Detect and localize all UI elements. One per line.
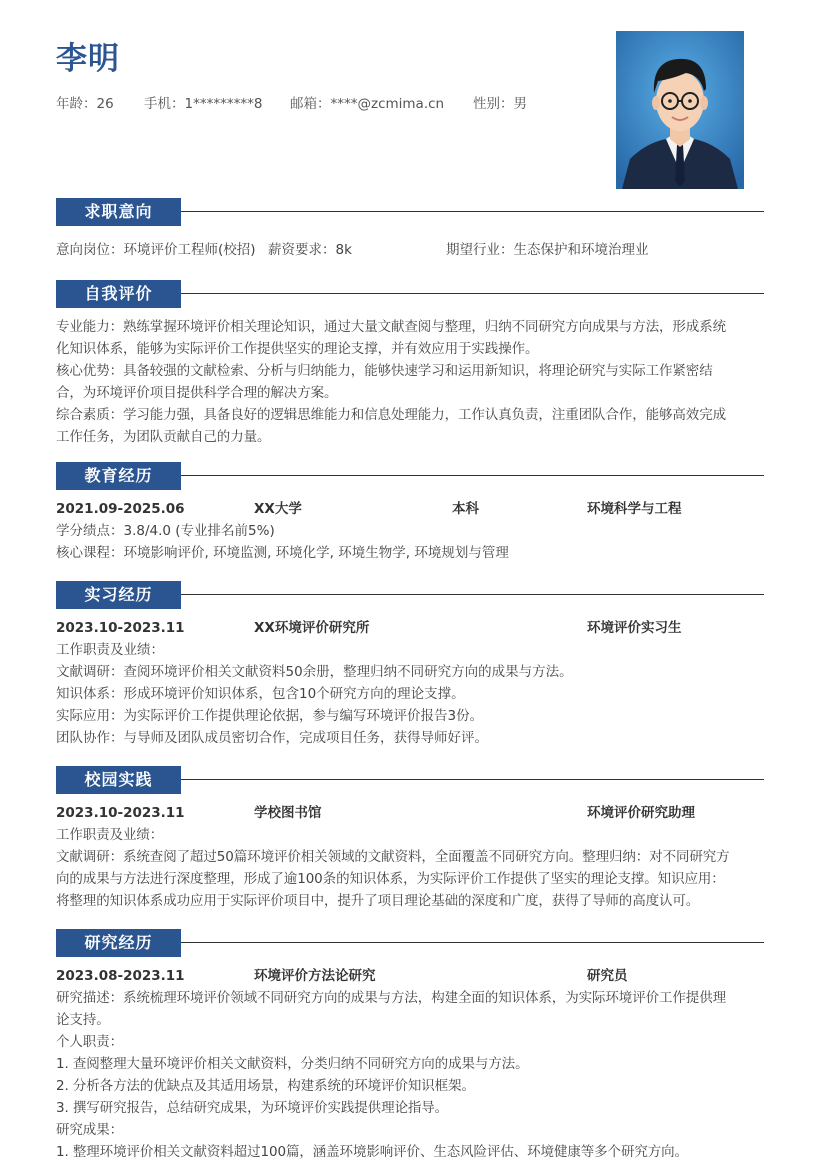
section-internship <box>56 581 764 749</box>
section-divider <box>181 211 764 212</box>
edu-period: 2021.09-2025.06 <box>56 501 185 517</box>
text-line: 实际应用：为实际评价工作提供理论依据，参与编写环境评价报告3份。 <box>56 708 484 724</box>
research-period: 2023.08-2023.11 <box>56 968 185 984</box>
research-project: 环境评价方法论研究 <box>254 968 376 984</box>
intent-position: 意向岗位：环境评价工程师(校招) <box>56 242 256 258</box>
text-line: 2. 分析各方法的优缺点及其适用场景，构建系统的环境评价知识框架。 <box>56 1078 475 1094</box>
text-line: 核心优势：具备较强的文献检索、分析与归纳能力，能够快速学习和运用新知识，将理论研究与实际工作紧密结 <box>56 363 713 379</box>
section-divider <box>181 594 764 595</box>
text-line: 学分绩点：3.8/4.0 (专业排名前5%) <box>56 523 275 539</box>
section-education <box>56 462 764 564</box>
text-line: 研究描述：系统梳理环境评价领域不同研究方向的成果与方法，构建全面的知识体系，为实际环境评价工作提供理 <box>56 990 726 1006</box>
campus-org: 学校图书馆 <box>254 805 322 821</box>
text-line: 知识体系：形成环境评价知识体系，包含10个研究方向的理论支撑。 <box>56 686 465 702</box>
text-line: 文献调研：系统查阅了超过50篇环境评价相关领域的文献资料，全面覆盖不同研究方向。整理归纳：对不同研究方 <box>56 849 730 865</box>
text-line: 合，为环境评价项目提供科学合理的解决方案。 <box>56 385 338 401</box>
text-line: 团队协作：与导师及团队成员密切合作，完成项目任务，获得导师好评。 <box>56 730 488 746</box>
intent-industry: 期望行业：生态保护和环境治理业 <box>446 242 649 258</box>
intern-org: XX环境评价研究所 <box>254 620 370 636</box>
gender-text: 性别：男 <box>473 96 527 112</box>
text-line: 工作职责及业绩： <box>56 827 164 843</box>
section-divider <box>181 942 764 943</box>
section-title: 校园实践 <box>56 766 181 794</box>
research-role: 研究员 <box>587 968 628 984</box>
text-line: 文献调研：查阅环境评价相关文献资料50余册，整理归纳不同研究方向的成果与方法。 <box>56 664 573 680</box>
intern-role: 环境评价实习生 <box>587 620 682 636</box>
text-line: 化知识体系，能够为实际评价工作提供坚实的理论支撑，并有效应用于实践操作。 <box>56 341 539 357</box>
text-line: 个人职责： <box>56 1034 123 1050</box>
section-title: 求职意向 <box>56 198 181 226</box>
edu-degree: 本科 <box>452 501 479 517</box>
section-divider <box>181 475 764 476</box>
text-line: 向的成果与方法进行深度整理，形成了逾100条的知识体系，为实际评价工作提供了坚实的理论支撑。知识应用： <box>56 871 725 887</box>
section-research <box>56 929 764 1160</box>
section-title: 实习经历 <box>56 581 181 609</box>
text-line: 专业能力：熟练掌握环境评价相关理论知识，通过大量文献查阅与整理，归纳不同研究方向成果与方法，形成系统 <box>56 319 726 335</box>
section-title: 自我评价 <box>56 280 181 308</box>
text-line: 1. 整理环境评价相关文献资料超过100篇，涵盖环境影响评价、生态风险评估、环境健康等多个研究方向。 <box>56 1144 688 1160</box>
section-title: 教育经历 <box>56 462 181 490</box>
section-self-eval <box>56 280 764 448</box>
intent-salary: 薪资要求：8k <box>268 242 352 258</box>
profile-photo <box>616 31 744 189</box>
email-text: 邮箱：****@zcmima.cn <box>290 96 445 112</box>
section-campus <box>56 766 764 912</box>
text-line: 将整理的知识体系成功应用于实际评价项目中，提升了项目理论基础的深度和广度，获得了导师的高度认可。 <box>56 893 700 909</box>
campus-period: 2023.10-2023.11 <box>56 805 185 821</box>
text-line: 研究成果： <box>56 1122 123 1138</box>
text-line: 工作职责及业绩： <box>56 642 164 658</box>
section-divider <box>181 779 764 780</box>
section-job-intent <box>56 198 764 261</box>
portrait-illustration <box>616 31 744 189</box>
text-line: 综合素质：学习能力强，具备良好的逻辑思维能力和信息处理能力，工作认真负责，注重团队合作，能够高效完成 <box>56 407 726 423</box>
text-line: 论支持。 <box>56 1012 110 1028</box>
section-title: 研究经历 <box>56 929 181 957</box>
text-line: 工作任务，为团队贡献自己的力量。 <box>56 429 271 445</box>
text-line: 3. 撰写研究报告，总结研究成果，为环境评价实践提供理论指导。 <box>56 1100 449 1116</box>
age-text: 年龄：26 <box>56 96 114 112</box>
text-line: 1. 查阅整理大量环境评价相关文献资料，分类归纳不同研究方向的成果与方法。 <box>56 1056 529 1072</box>
section-divider <box>181 293 764 294</box>
text-line: 核心课程：环境影响评价, 环境监测, 环境化学, 环境生物学, 环境规划与管理 <box>56 545 509 561</box>
candidate-name: 李明 <box>56 41 120 77</box>
intern-period: 2023.10-2023.11 <box>56 620 185 636</box>
edu-school: XX大学 <box>254 501 302 517</box>
phone-text: 手机：1*********8 <box>144 96 263 112</box>
edu-major: 环境科学与工程 <box>587 501 682 517</box>
campus-role: 环境评价研究助理 <box>587 805 695 821</box>
